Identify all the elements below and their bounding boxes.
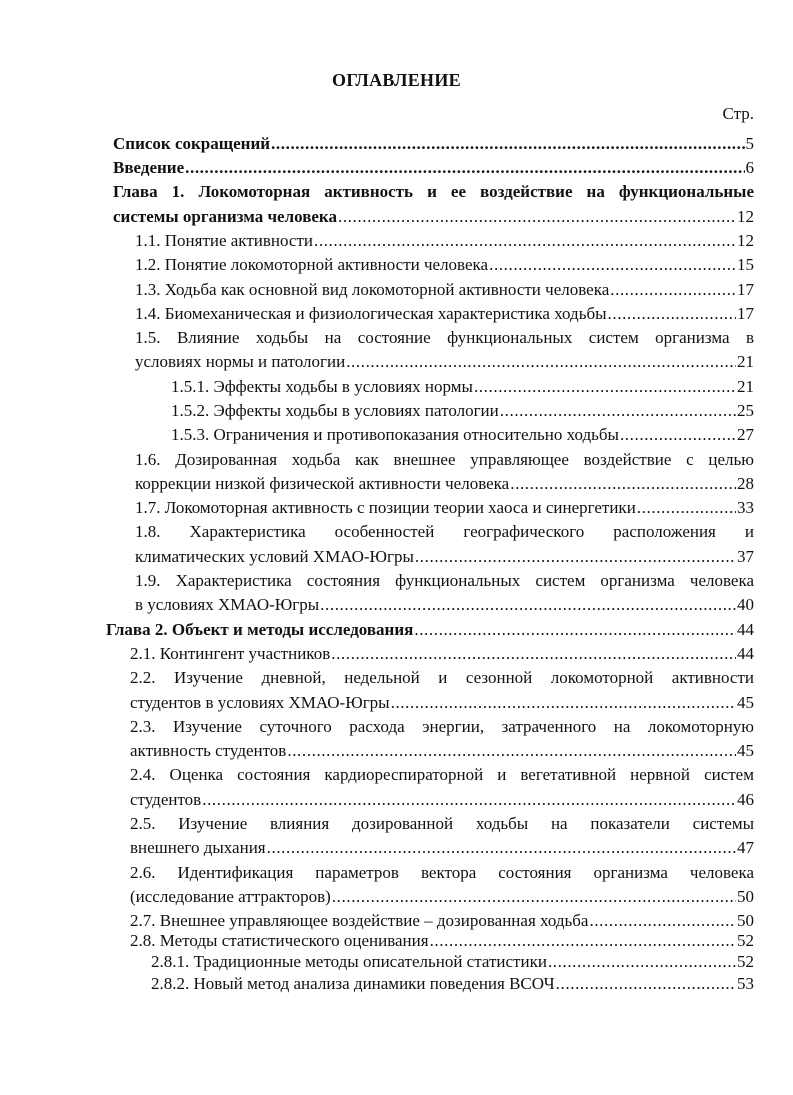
page-column-label: Стр. <box>722 104 754 123</box>
toc-entry-page: 21 <box>737 377 754 396</box>
toc-entry-page: 44 <box>737 620 754 639</box>
toc-entry-page: 12 <box>737 231 754 250</box>
toc-entry-page: 27 <box>737 425 754 444</box>
leader-dots <box>415 546 736 568</box>
toc-entry-2-3 <box>130 740 754 762</box>
toc-entry-page: 40 <box>737 595 754 614</box>
toc-entry-1-5-2 <box>171 400 754 422</box>
leader-dots <box>202 789 736 811</box>
toc-entry-1-2 <box>135 254 754 276</box>
toc-entry-1-8 <box>135 546 754 568</box>
leader-dots <box>474 376 736 398</box>
leader-dots <box>548 951 736 973</box>
toc-entry-2-4 <box>130 789 754 811</box>
toc-entry-abbreviations <box>113 133 754 155</box>
toc-entry-page: 6 <box>745 158 754 177</box>
toc-entry-1-9-line-1: 1.9. Характеристика состояния функциональных систем организма человека <box>135 571 754 590</box>
toc-entry-1-5-line-1: 1.5. Влияние ходьбы на состояние функциональных систем организма в <box>135 328 754 347</box>
toc-entry-text: коррекции низкой физической активности человека <box>135 474 510 493</box>
toc-entry-page: 50 <box>737 911 754 930</box>
leader-dots <box>271 133 744 155</box>
toc-entry-text: студентов в условиях ХМАО-Югры <box>130 693 390 712</box>
toc-entry-page: 33 <box>737 498 754 517</box>
toc-entry-2-3-line-1: 2.3. Изучение суточного расхода энергии, затраченного на локомоторную <box>130 717 754 736</box>
toc-entry-2-6-line-1: 2.6. Идентификация параметров вектора состояния организма человека <box>130 863 754 882</box>
leader-dots <box>314 230 736 252</box>
toc-entry-text: 2.8.1. Традиционные методы описательной статистики <box>151 952 547 971</box>
toc-entry-chapter-1-line-1: Глава 1. Локомоторная активность и ее воздействие на функциональные <box>113 182 754 201</box>
toc-entry-text: 2.8.2. Новый метод анализа динамики поведения ВСОЧ <box>151 974 555 993</box>
toc-entry-intro <box>113 157 754 179</box>
toc-entry-text: климатических условий ХМАО-Югры <box>135 547 414 566</box>
toc-entry-2-1 <box>130 643 754 665</box>
toc-entry-2-2 <box>130 692 754 714</box>
toc-entry-2-8 <box>130 930 754 952</box>
toc-entry-text: 1.5.2. Эффекты ходьбы в условиях патологии <box>171 401 499 420</box>
toc-entry-page: 50 <box>737 887 754 906</box>
leader-dots <box>332 886 736 908</box>
toc-entry-text: 1.4. Биомеханическая и физиологическая характеристика ходьбы <box>135 304 607 323</box>
toc-entry-page: 5 <box>745 134 754 153</box>
toc-title: ОГЛАВЛЕНИЕ <box>332 70 461 90</box>
toc-entry-chapter-1 <box>113 206 754 228</box>
toc-entry-page: 47 <box>737 838 754 857</box>
toc-entry-2-8-2 <box>151 973 754 995</box>
leader-dots <box>589 910 736 932</box>
toc-entry-text: условиях нормы и патологии <box>135 352 346 371</box>
toc-entry-text: системы организма человека <box>113 207 337 226</box>
toc-entry-1-7 <box>135 497 754 519</box>
toc-entry-1-6-line-1: 1.6. Дозированная ходьба как внешнее управляющее воздействие с целью <box>135 450 754 469</box>
leader-dots <box>414 619 736 641</box>
toc-entry-2-6 <box>130 886 754 908</box>
leader-dots <box>331 643 736 665</box>
toc-entry-page: 17 <box>737 304 754 323</box>
leader-dots <box>267 837 736 859</box>
toc-entry-1-5-1 <box>171 376 754 398</box>
toc-entry-text: 1.1. Понятие активности <box>135 231 313 250</box>
leader-dots <box>637 497 736 519</box>
leader-dots <box>430 930 736 952</box>
leader-dots <box>320 594 736 616</box>
leader-dots <box>489 254 736 276</box>
toc-entry-text: Список сокращений <box>113 134 271 153</box>
toc-entry-1-9 <box>135 594 754 616</box>
toc-entry-text: в условиях ХМАО-Югры <box>135 595 320 614</box>
toc-entry-text: (исследование аттракторов) <box>130 887 331 906</box>
leader-dots <box>346 351 736 373</box>
toc-entry-page: 28 <box>737 474 754 493</box>
toc-entry-page: 12 <box>737 207 754 226</box>
leader-dots <box>608 303 736 325</box>
leader-dots <box>620 424 736 446</box>
toc-entry-1-4 <box>135 303 754 325</box>
toc-entry-text: 1.3. Ходьба как основной вид локомоторной активности человека <box>135 280 610 299</box>
toc-entry-page: 25 <box>737 401 754 420</box>
toc-entry-text: 1.7. Локомоторная активность с позиции теории хаоса и синергетики <box>135 498 636 517</box>
leader-dots <box>287 740 736 762</box>
toc-entry-text: 1.2. Понятие локомоторной активности человека <box>135 255 489 274</box>
leader-dots <box>500 400 736 422</box>
leader-dots <box>556 973 736 995</box>
toc-entry-page: 52 <box>737 952 754 971</box>
toc-entry-1-3 <box>135 279 754 301</box>
leader-dots <box>185 157 744 179</box>
leader-dots <box>391 692 736 714</box>
toc-entry-text: Введение <box>113 158 185 177</box>
toc-entry-text: 1.5.1. Эффекты ходьбы в условиях нормы <box>171 377 473 396</box>
toc-entry-2-5-line-1: 2.5. Изучение влияния дозированной ходьбы на показатели системы <box>130 814 754 833</box>
leader-dots <box>510 473 736 495</box>
toc-entry-text: активность студентов <box>130 741 287 760</box>
toc-entry-1-8-line-1: 1.8. Характеристика особенностей географического расположения и <box>135 522 754 541</box>
toc-entry-page: 37 <box>737 547 754 566</box>
leader-dots <box>610 279 736 301</box>
toc-entry-2-4-line-1: 2.4. Оценка состояния кардиореспираторной и вегетативной нервной систем <box>130 765 754 784</box>
toc-entry-page: 53 <box>737 974 754 993</box>
toc-entry-chapter-2 <box>106 619 754 641</box>
toc-entry-text: студентов <box>130 790 202 809</box>
leader-dots <box>338 206 736 228</box>
toc-entry-1-5 <box>135 351 754 373</box>
toc-entry-page: 46 <box>737 790 754 809</box>
toc-entry-page: 44 <box>737 644 754 663</box>
toc-entry-text: внешнего дыхания <box>130 838 266 857</box>
toc-entry-2-2-line-1: 2.2. Изучение дневной, недельной и сезонной локомоторной активности <box>130 668 754 687</box>
toc-entry-2-8-1 <box>151 951 754 973</box>
toc-entry-text: 1.5.3. Ограничения и противопоказания относительно ходьбы <box>171 425 619 444</box>
toc-entry-text: 2.7. Внешнее управляющее воздействие – дозированная ходьба <box>130 911 589 930</box>
toc-entry-page: 21 <box>737 352 754 371</box>
toc-entry-page: 15 <box>737 255 754 274</box>
toc-entry-page: 45 <box>737 693 754 712</box>
toc-entry-1-5-3 <box>171 424 754 446</box>
toc-entry-text: 2.1. Контингент участников <box>130 644 331 663</box>
toc-entry-page: 45 <box>737 741 754 760</box>
toc-entry-page: 17 <box>737 280 754 299</box>
toc-entry-text: Глава 2. Объект и методы исследования <box>106 620 414 639</box>
toc-entry-1-1 <box>135 230 754 252</box>
toc-entry-text: 2.8. Методы статистического оценивания <box>130 931 429 950</box>
toc-entry-2-5 <box>130 837 754 859</box>
toc-entry-2-7 <box>130 910 754 932</box>
toc-entry-page: 52 <box>737 931 754 950</box>
toc-entry-1-6 <box>135 473 754 495</box>
